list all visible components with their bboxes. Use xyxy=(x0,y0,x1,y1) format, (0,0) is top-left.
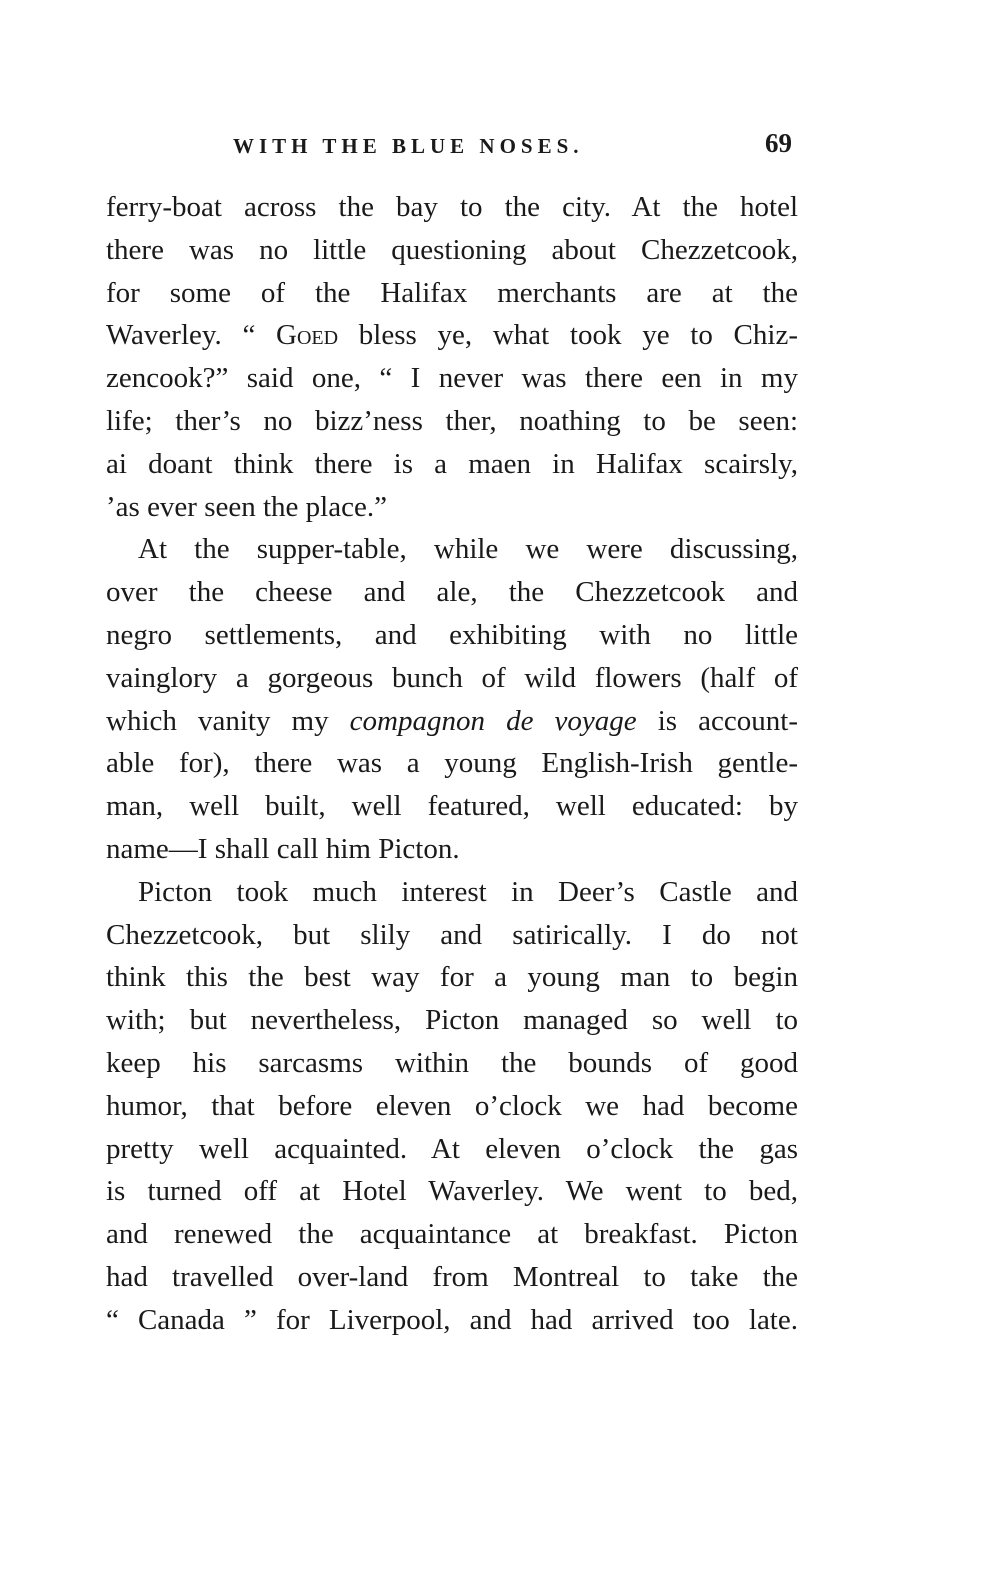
text-line: which vanity my compagnon de voyage is account- xyxy=(106,704,798,737)
text-line: negro settlements, and exhibiting with no little xyxy=(106,618,798,651)
text-line: Chezzetcook, but slily and satirically. I do not xyxy=(106,918,798,951)
text-line: humor, that before eleven o’clock we had become xyxy=(106,1089,798,1122)
text-line: “ Canada ” for Liverpool, and had arrived too late. xyxy=(106,1303,798,1336)
text-line: pretty well acquainted. At eleven o’clock the gas xyxy=(106,1132,798,1165)
text-line: At the supper-table, while we were discussing, xyxy=(138,533,798,566)
text-line: ferry-boat across the bay to the city. At the hotel xyxy=(106,191,798,223)
text-line: there was no little questioning about Chezzetcook, xyxy=(106,233,798,266)
small-caps-word: Goed xyxy=(276,319,339,352)
text-line: vainglory a gorgeous bunch of wild flowers (half of xyxy=(106,661,798,694)
text-line: with; but nevertheless, Picton managed so well to xyxy=(106,1004,798,1037)
text-line: and renewed the acquaintance at breakfast. Picton xyxy=(106,1218,798,1251)
text-line: for some of the Halifax merchants are at the xyxy=(106,276,798,309)
text-line: ’as ever seen the place.” xyxy=(106,490,387,523)
paragraph-1 xyxy=(106,186,798,528)
text-line: ai doant think there is a maen in Halifax scairsly, xyxy=(106,447,798,480)
text-line: name—I shall call him Picton. xyxy=(106,832,460,865)
text-line: man, well built, well featured, well educated: by xyxy=(106,790,798,823)
text-line: think this the best way for a young man to begin xyxy=(106,961,798,994)
text-line: life; ther’s no bizz’ness ther, noathing to be seen: xyxy=(106,404,798,437)
text-line: Picton took much interest in Deer’s Castle and xyxy=(138,875,798,908)
paragraph-3 xyxy=(106,871,798,1342)
text-line: Waverley. “ Goed bless ye, what took ye to Chiz- xyxy=(106,319,798,352)
page-number: 69 xyxy=(765,128,792,158)
text-line: keep his sarcasms within the bounds of good xyxy=(106,1046,798,1079)
text-line: zencook?” said one, “ I never was there een in my xyxy=(106,362,798,395)
running-title: WITH THE BLUE NOSES. xyxy=(233,134,584,158)
text-line: able for), there was a young English-Irish gentle- xyxy=(106,747,798,780)
paragraph-2 xyxy=(106,528,798,870)
text-line: is turned off at Hotel Waverley. We went to bed, xyxy=(106,1175,798,1208)
italic-phrase: compagnon de voyage xyxy=(349,704,637,737)
text-line: had travelled over-land from Montreal to take the xyxy=(106,1260,798,1293)
running-head xyxy=(105,128,800,168)
body-text xyxy=(106,186,798,1342)
text-line: over the cheese and ale, the Chezzetcook and xyxy=(106,576,798,609)
